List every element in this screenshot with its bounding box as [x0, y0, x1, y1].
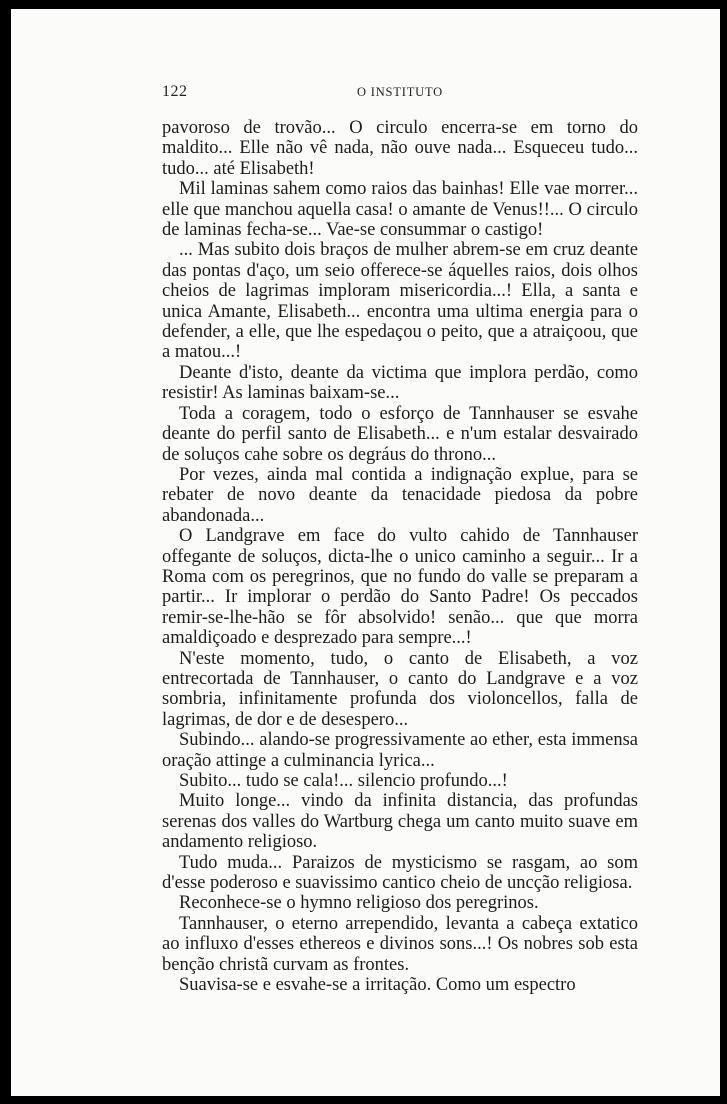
paragraph: Muito longe... vindo da infinita distancia, das profundas serenas dos valles do Wartburg chega um canto muito suave em andamento religioso. — [162, 791, 638, 853]
page-number: 122 — [162, 83, 188, 100]
paragraph: Mil laminas sahem como raios das bainhas! Elle vae morrer... elle que manchou aquella casa! o amante de Venus!!... O circulo de laminas fecha-se... Vae-se consummar o castigo! — [162, 179, 638, 241]
paragraph: Subindo... alando-se progressivamente ao ether, esta immensa oração attinge a culminancia lyrica... — [162, 730, 638, 771]
running-title: O INSTITUTO — [357, 85, 443, 99]
paragraph: O Landgrave em face do vulto cahido de Tannhauser offegante de soluços, dicta-lhe o unico caminho a seguir... Ir a Roma com os peregrinos, que no fundo do valle se preparam a partir... Ir implorar o perdão do Santo Padre! Os peccados remir-se-lhe-hão se fôr absolvido! senão... que que morra amaldiçoado e desprezado para sempre...! — [162, 526, 638, 649]
paragraph: pavoroso de trovão... O circulo encerra-se em torno do maldito... Elle não vê nada, não ouve nada... Esqueceu tudo... tudo... até Elisabeth! — [162, 118, 638, 179]
paragraph: Subito... tudo se cala!... silencio profundo...! — [179, 771, 508, 791]
page-header — [162, 83, 638, 103]
paragraph: Tannhauser, o eterno arrependido, levanta a cabeça extatico ao influxo d'esses ethereos e divinos sons...! Os nobres sob esta benção christã curvam as frontes. — [162, 913, 638, 975]
paragraph: Deante d'isto, deante da victima que implora perdão, como resistir! As laminas baixam-se... — [162, 362, 638, 404]
paragraph: Toda a coragem, todo o esforço de Tannhauser se esvahe deante do perfil santo de Elisabeth... e n'um estalar desvairado de soluços cahe sobre os degráus do throno... — [162, 403, 638, 465]
paragraph: Por vezes, ainda mal contida a indignação explue, para se rebater de novo deante da tenacidade piedosa da pobre abandonada... — [162, 464, 638, 526]
body-text — [162, 118, 638, 995]
paragraph: Reconhece-se o hymno religioso dos peregrinos. — [179, 893, 539, 914]
paragraph: Suavisa-se e esvahe-se a irritação. Como um espectro — [179, 975, 576, 996]
paragraph: Tudo muda... Paraizos de mysticismo se rasgam, ao som d'esse poderoso e suavissimo cantico cheio de uncção religiosa. — [162, 852, 638, 894]
paragraph: ... Mas subito dois braços de mulher abrem-se em cruz deante das pontas d'aço, um seio offerece-se áquelles raios, dois olhos cheios de lagrimas imploram misericordia...! Ella, a santa e unica Amante, Elisabeth... encontra uma ultima energia para o defender, a elle, que lhe espedaçou o peito, que a atraiçoou, que a matou...! — [162, 240, 638, 363]
paragraph: N'este momento, tudo, o canto de Elisabeth, a voz entrecortada de Tannhauser, o canto do Landgrave e a voz sombria, infinitamente profunda dos violoncellos, falla de lagrimas, de dor e de desespero... — [162, 648, 638, 730]
